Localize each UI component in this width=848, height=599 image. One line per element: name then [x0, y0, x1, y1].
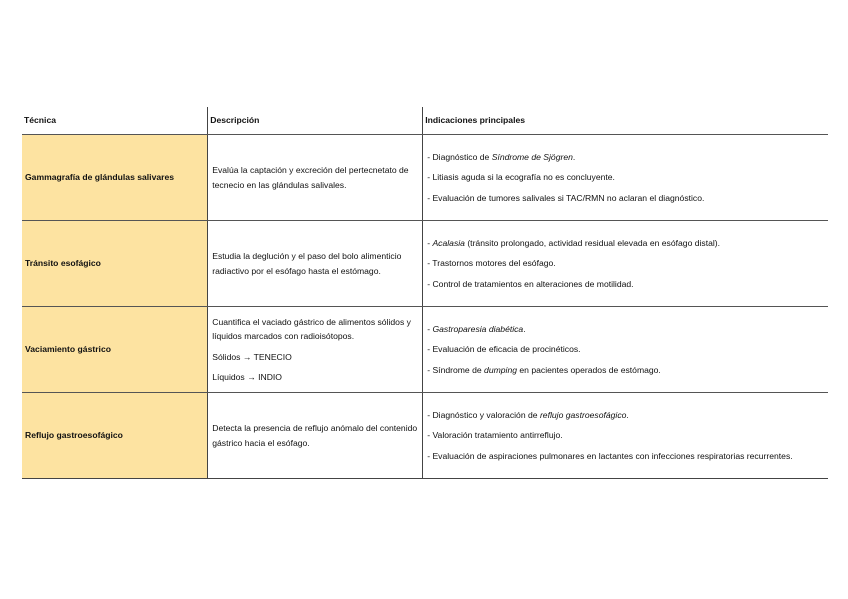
header-tecnica: Técnica — [22, 107, 208, 135]
indication-text: - Evaluación de eficacia de procinéticos. — [427, 344, 581, 355]
indication-text: - Síndrome de — [427, 364, 485, 375]
technique-indications — [423, 135, 828, 221]
indication-text: - Valoración tratamiento antirreflujo. — [427, 430, 563, 441]
indication-text: - Diagnóstico de — [427, 151, 492, 162]
table-row — [22, 135, 828, 221]
technique-name: Tránsito esofágico — [22, 221, 208, 307]
technique-name: Gammagrafía de glándulas salivares — [22, 135, 208, 221]
description-line: Detecta la presencia de reflujo anómalo del contenido gástrico hacia el esófago. — [212, 423, 418, 448]
technique-description — [208, 393, 423, 479]
indication-emphasis: Gastroparesia diabética — [432, 323, 524, 334]
technique-description — [208, 221, 423, 307]
indication-emphasis: Acalasia — [432, 237, 465, 248]
technique-name: Reflujo gastroesofágico — [22, 393, 208, 479]
indication-item — [427, 449, 826, 464]
technique-indications — [423, 393, 828, 479]
indication-item — [427, 322, 826, 337]
table-row — [22, 393, 828, 479]
indication-text-tail: (tránsito prolongado, actividad residual elevada en esófago distal). — [464, 237, 721, 248]
table-row — [22, 221, 828, 307]
indication-emphasis: reflujo gastroesofágico — [539, 409, 627, 420]
indication-item — [427, 342, 826, 357]
indication-item — [427, 170, 826, 185]
table-row — [22, 307, 828, 393]
indication-text: - Control de tratamientos en alteraciones de motilidad. — [427, 278, 634, 289]
indication-item — [427, 363, 826, 378]
indication-item — [427, 150, 826, 165]
indication-text: - — [427, 323, 433, 334]
indication-item — [427, 277, 826, 292]
indication-text-tail: en pacientes operados de estómago. — [517, 364, 661, 375]
header-descripcion: Descripción — [208, 107, 423, 135]
description-line: Sólidos → TENECIO — [212, 351, 292, 362]
indication-item — [427, 428, 826, 443]
indication-text-tail: . — [572, 151, 576, 162]
description-line: Líquidos → INDIO — [212, 372, 282, 382]
techniques-table — [22, 107, 828, 479]
header-row — [22, 107, 828, 135]
indication-emphasis: dumping — [484, 364, 518, 375]
indication-item — [427, 256, 826, 271]
technique-name: Vaciamiento gástrico — [22, 307, 208, 393]
indication-text: - Trastornos motores del esófago. — [427, 258, 556, 269]
header-indicaciones: Indicaciones principales — [423, 107, 828, 135]
description-line: Evalúa la captación y excreción del pertecnetato de tecnecio en las glándulas salivales. — [212, 165, 409, 190]
indication-text: - Litiasis aguda si la ecografía no es concluyente. — [427, 172, 615, 183]
technique-indications — [423, 307, 828, 393]
indication-item — [427, 236, 826, 251]
indication-text: - Evaluación de tumores salivales si TAC/RMN no aclaran el diagnóstico. — [427, 192, 705, 203]
indication-emphasis: Síndrome de Sjögren — [491, 151, 573, 162]
indication-text: - — [427, 237, 433, 248]
description-line: Cuantifica el vaciado gástrico de alimentos sólidos y líquidos marcados con radioisótopos. — [212, 316, 411, 341]
technique-description — [208, 135, 423, 221]
technique-description — [208, 307, 423, 393]
indication-text-tail: . — [626, 409, 629, 420]
indication-item — [427, 191, 826, 206]
indication-text-tail: . — [523, 323, 526, 334]
technique-indications — [423, 221, 828, 307]
indication-text: - Evaluación de aspiraciones pulmonares en lactantes con infecciones respiratorias recurrentes. — [427, 450, 793, 461]
indication-item — [427, 408, 826, 423]
description-line: Estudia la deglución y el paso del bolo alimenticio radiactivo por el esófago hasta el estómago. — [212, 251, 402, 276]
indication-text: - Diagnóstico y valoración de — [427, 409, 540, 420]
